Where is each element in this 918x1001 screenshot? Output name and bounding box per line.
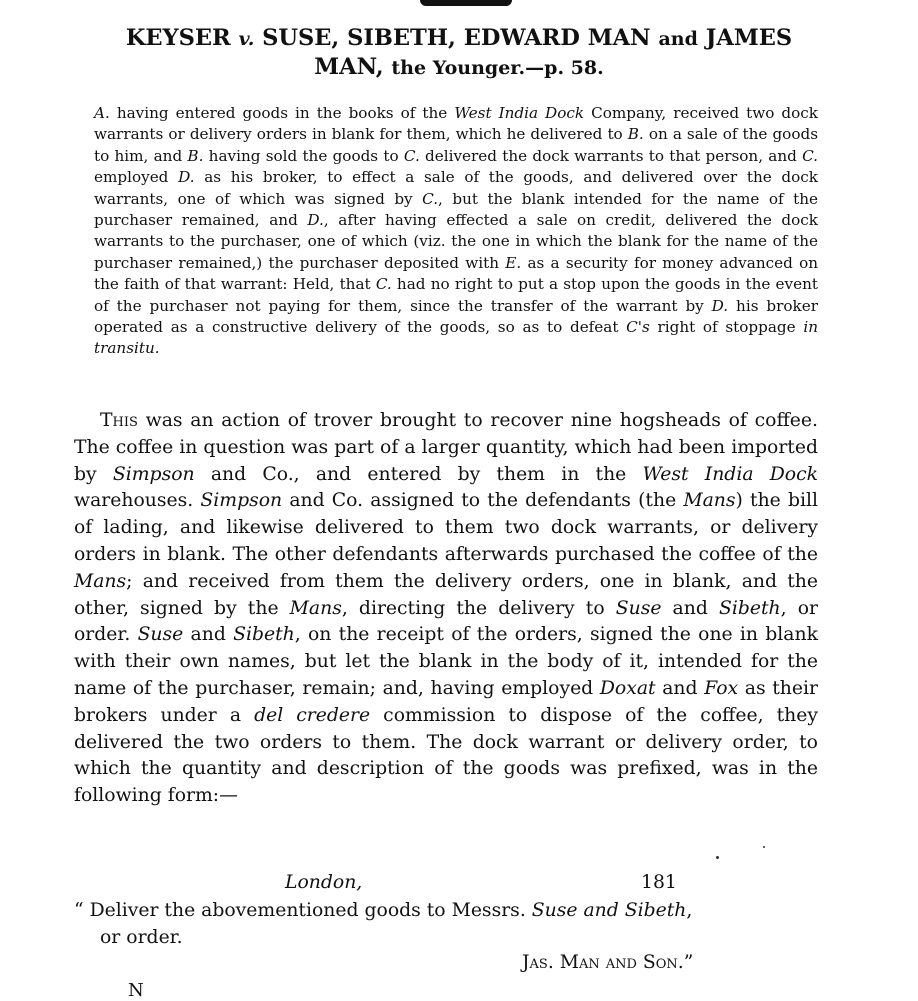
headnote-segment: C. — [802, 146, 819, 165]
form-place: London, — [285, 872, 363, 893]
case-title-line-2: MAN, the Younger.—p. 58. — [314, 54, 604, 80]
case-title-line-1: KEYSER v. SUSE, SIBETH, EDWARD MAN and JAMES — [125, 25, 793, 51]
headnote-segment: A. — [94, 104, 110, 122]
form-year: 181 — [641, 872, 677, 893]
headnote-segment: as his broker, to effect a sale of the goods, and delivered over the dock warrants, one of which was signed by — [94, 168, 818, 208]
body-segment: Mans — [74, 570, 127, 592]
headnote-segment: his broker operated as a constructive delivery of the goods, so as to defeat — [94, 296, 818, 337]
body-segment: , directing the delivery to — [341, 597, 616, 619]
body-segment: and — [655, 677, 705, 699]
body-segment: , or order. — [74, 597, 819, 646]
headnote-segment: E. — [505, 253, 522, 272]
body-segment: Mans — [289, 597, 342, 619]
body-paragraph — [74, 408, 818, 810]
body-segment: and — [661, 597, 719, 619]
headnote-segment: D. — [307, 211, 324, 230]
body-segment: Suse — [615, 597, 662, 619]
headnote-segment: as a security for money advanced on the faith of that warrant: Held, that — [94, 253, 818, 294]
headnote-segment: C's — [626, 318, 650, 337]
body-segment: del credere — [254, 704, 371, 726]
body-segment: and — [183, 624, 234, 646]
headnote-segment: D. — [178, 168, 195, 187]
headnote-segment: having sold the goods to — [203, 146, 404, 165]
body-segment: Fox — [704, 677, 739, 699]
headnote-segment: D. — [711, 296, 729, 315]
headnote-segment: right of stoppage — [649, 318, 804, 337]
body-segment: Mans — [683, 490, 736, 512]
body-segment: ; and received from them the delivery orders, one in blank, and the other, signed by the — [74, 570, 818, 619]
body-segment: and Co., and entered by them in the — [194, 463, 643, 485]
next-line-fragment: N — [128, 980, 144, 1001]
body-segment: Sibeth — [233, 624, 295, 646]
body-segment: and Co. assigned to the defendants (the — [282, 490, 684, 512]
form-signature: Jas. Man and Son.” — [522, 952, 694, 973]
body-segment: Simpson — [200, 490, 283, 512]
report-body — [74, 408, 818, 810]
headnote-segment: B. — [187, 146, 204, 165]
body-segment: , on the receipt of the orders, signed the one in blank with their own names, but let the blank in the body of it, intended for the name of the purchaser, remain; and, having employed — [74, 624, 818, 699]
headnote-segment: delivered the dock warrants to that person, and — [419, 146, 803, 165]
headnote-segment: employed — [94, 168, 179, 187]
headnote — [94, 103, 818, 360]
headnote-segment: C. — [375, 275, 392, 294]
headnote-paragraph — [94, 103, 818, 360]
headnote-segment: in transitu. — [94, 318, 818, 358]
headnote-segment: having entered goods in the books of the — [109, 104, 455, 122]
headnote-segment: , but the blank intended for the name of the purchaser remained, and — [94, 189, 818, 230]
headnote-segment: C. — [422, 189, 439, 208]
body-segment: This — [100, 410, 138, 431]
print-speck — [763, 846, 765, 848]
body-segment: West India Dock — [642, 463, 819, 485]
body-segment: warehouses. — [74, 490, 201, 512]
headnote-segment: had no right to put a stop upon the goods in the event of the purchaser not paying for them, since the transfer of the warrant by — [94, 275, 818, 315]
body-segment: Suse — [137, 624, 184, 646]
body-segment: was an action of trover brought to recover nine hogsheads of coffee. The coffee in question was part of a larger quantity, which had been imported by — [74, 410, 818, 485]
headnote-segment: Company, received two dock warrants or delivery orders in blank for them, which he delivered to — [94, 104, 818, 144]
top-ornament — [420, 0, 512, 6]
headnote-segment: , after having effected a sale on credit, delivered the dock warrants to the purchaser, one of which (viz. the one in which the blank for the name of the purchaser remained,) the purchaser deposited with — [94, 211, 818, 272]
headnote-segment: B. — [627, 125, 644, 144]
body-segment: Simpson — [112, 463, 195, 485]
form-delivery-text: “ Deliver the abovementioned goods to Messrs. Suse and Sibeth, or order. — [74, 900, 693, 948]
body-segment: commission to dispose of the coffee, they delivered the two orders to them. The dock warrant or delivery order, to which the quantity and description of the goods was prefixed, was in the following form:— — [74, 704, 818, 807]
body-segment: ) the bill of lading, and likewise delivered to them two dock warrants, or delivery orders in blank. The other defendants afterwards purchased the coffee of the — [74, 490, 818, 565]
body-segment: Doxat — [599, 677, 656, 699]
headnote-segment: on a sale of the goods to him, and — [94, 125, 818, 165]
headnote-segment: C. — [403, 146, 420, 165]
body-segment: as their brokers under a — [74, 677, 818, 726]
case-title — [40, 24, 878, 82]
print-speck — [716, 856, 719, 859]
headnote-segment: West India Dock — [454, 104, 585, 122]
body-segment: Sibeth — [718, 597, 781, 619]
